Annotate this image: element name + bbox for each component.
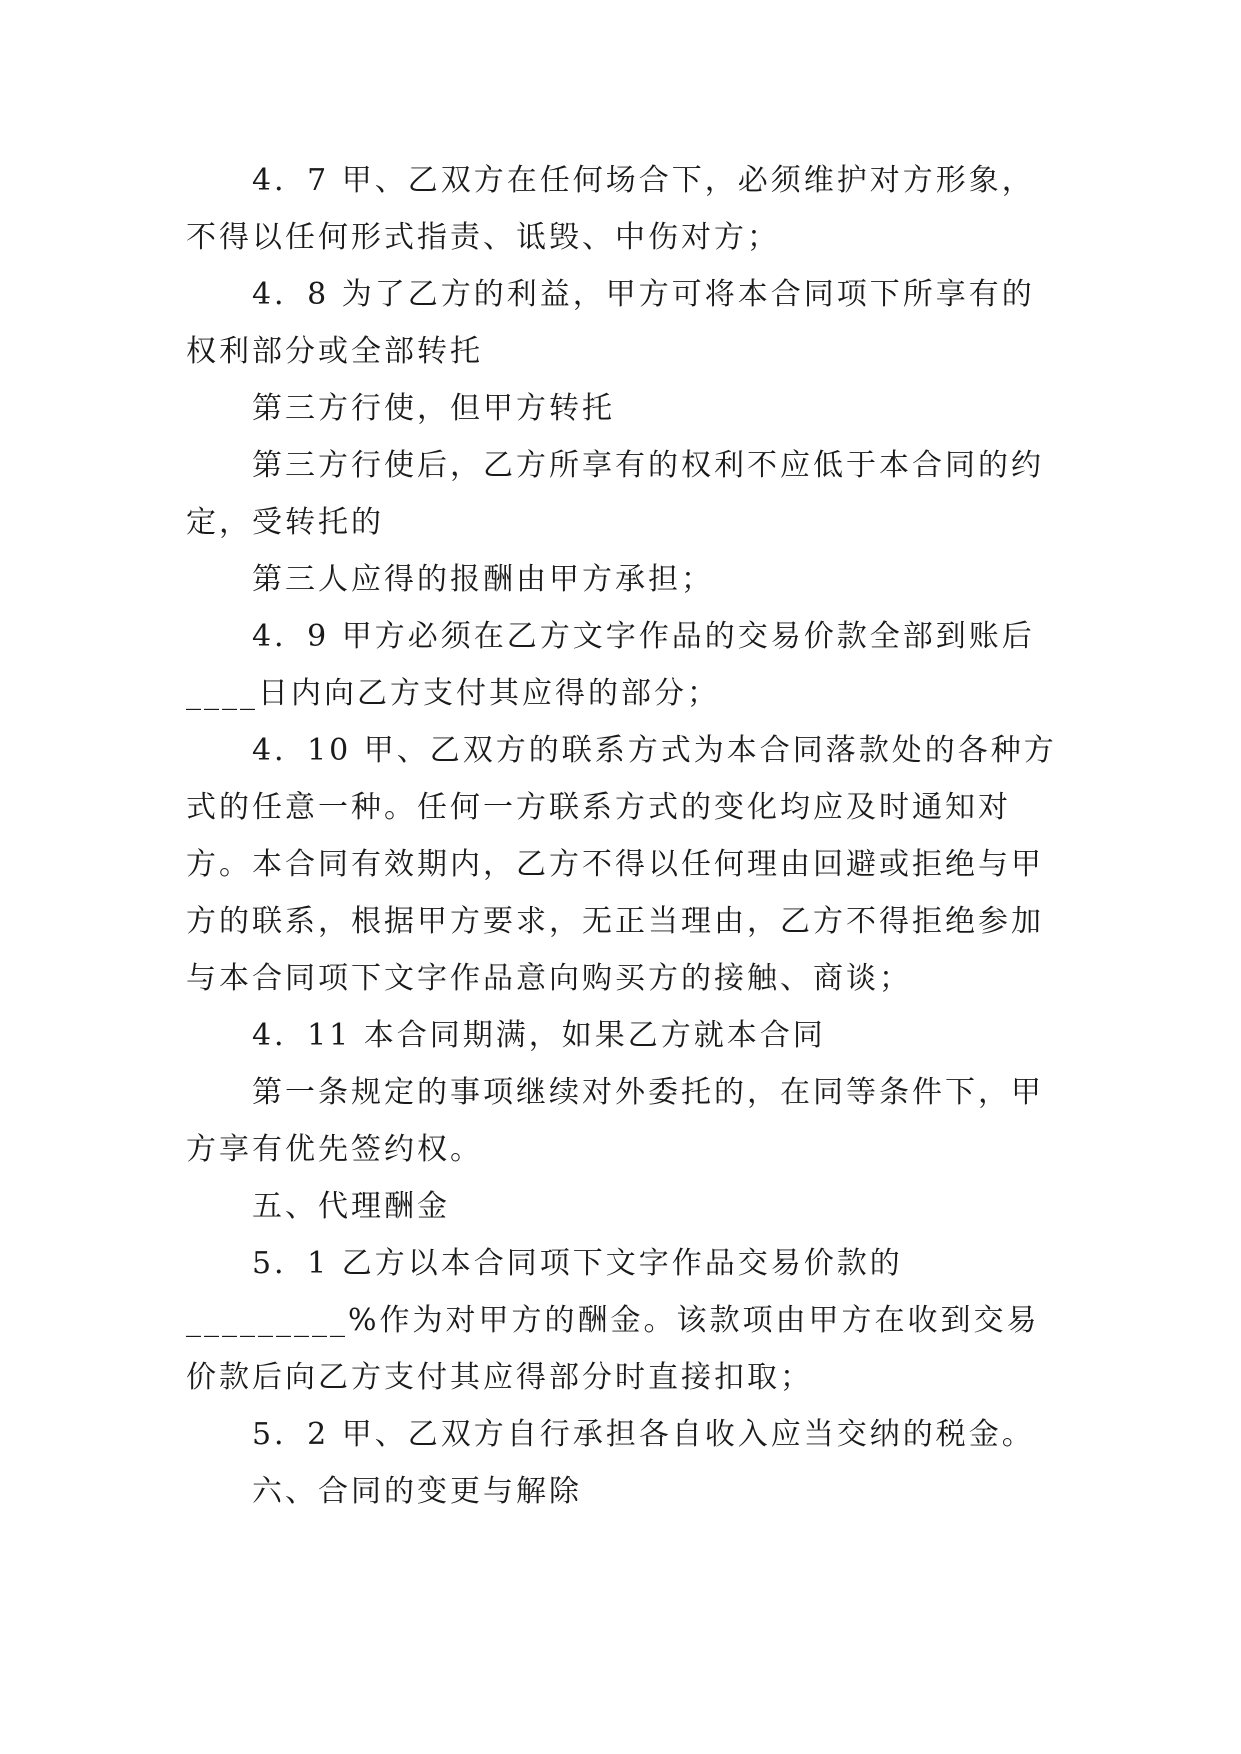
paragraph-4-11: 4．11 本合同期满，如果乙方就本合同 [252, 1018, 826, 1053]
paragraph-4-8: 4．8 为了乙方的利益，甲方可将本合同项下所享有的权利部分或全部转托 [186, 277, 1035, 369]
paragraph-4-9: 4．9 甲方必须在乙方文字作品的交易价款全部到账后____日内向乙方支付其应得的部分； [186, 619, 1035, 711]
paragraph-5-1: 5．1 乙方以本合同项下文字作品交易价款的_________%作为对甲方的酬金。该款项由甲方在收到交易价款后向乙方支付其应得部分时直接扣取； [186, 1246, 1040, 1395]
section-heading-5: 五、代理酬金 [252, 1189, 450, 1224]
contract-text [186, 152, 1066, 1520]
section-heading-6: 六、合同的变更与解除 [252, 1474, 582, 1509]
paragraph-4-10: 4．10 甲、乙双方的联系方式为本合同落款处的各种方式的任意一种。任何一方联系方式的变化均应及时通知对方。本合同有效期内，乙方不得以任何理由回避或拒绝与甲方的联系，根据甲方要求，无正当理由，乙方不得拒绝参加与本合同项下文字作品意向购买方的接触、商谈； [186, 733, 1057, 996]
paragraph-5-2: 5．2 甲、乙双方自行承担各自收入应当交纳的税金。 [252, 1417, 1035, 1452]
paragraph-third-party: 第三方行使，但甲方转托 [252, 391, 615, 426]
paragraph-article-one: 第一条规定的事项继续对外委托的，在同等条件下，甲方享有优先签约权。 [186, 1075, 1044, 1167]
paragraph-third-party-pay: 第三人应得的报酬由甲方承担； [252, 562, 714, 597]
paragraph-4-7: 4．7 甲、乙双方在任何场合下，必须维护对方形象，不得以任何形式指责、诋毁、中伤对方； [186, 163, 1035, 255]
paragraph-third-party-rights: 第三方行使后，乙方所享有的权利不应低于本合同的约定，受转托的 [186, 448, 1044, 540]
